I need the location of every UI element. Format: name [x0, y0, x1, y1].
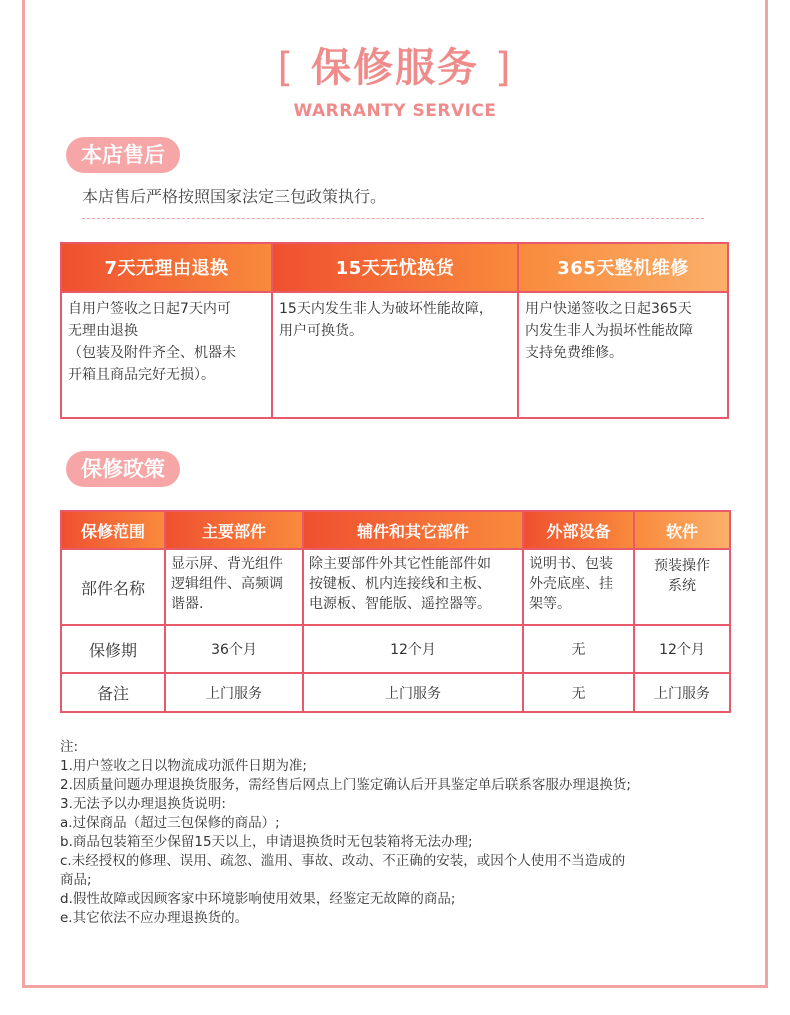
policy-label: 保修政策: [66, 451, 180, 487]
cell-line: 除主要部件外其它性能部件如: [309, 556, 491, 572]
row-label: 部件名称: [61, 549, 165, 625]
after-sales-label: 本店售后: [66, 137, 180, 173]
cell-line: 逻辑组件、高频调: [171, 576, 283, 592]
row-label: 备注: [61, 673, 165, 712]
external-parts-cell: [523, 549, 634, 625]
note-line: 注:: [60, 739, 79, 755]
title-text: 保修服务: [311, 45, 479, 91]
aux-parts-cell: [303, 549, 523, 625]
remark-cell: 无: [523, 673, 634, 712]
note-line: a.过保商品（超过三包保修的商品）;: [60, 815, 280, 831]
guarantee-line: 用户快递签收之日起365天: [525, 301, 692, 317]
remark-cell: 上门服务: [303, 673, 523, 712]
note-line: 2.因质量问题办理退换货服务，需经售后网点上门鉴定确认后开具鉴定单后联系客服办理退换货;: [60, 777, 631, 793]
guarantee-desc: [273, 293, 517, 347]
policy-table: [60, 510, 731, 713]
header-cell: 软件: [634, 511, 730, 549]
cell-line: 说明书、包装: [529, 556, 613, 572]
guarantee-line: 用户可换货。: [279, 323, 363, 339]
remark-row: [61, 673, 730, 712]
guarantee-line: 自用户签收之日起7天内可: [68, 301, 231, 317]
page-title: [0, 36, 790, 93]
guarantee-365-day: [519, 244, 727, 417]
title-bracket-right: ]: [494, 45, 513, 91]
guarantee-desc: [519, 293, 727, 369]
cell-line: 谐器.: [171, 596, 204, 612]
guarantee-title: 365天整机维修: [519, 244, 727, 293]
policy-header-row: [61, 511, 730, 549]
page-subtitle: WARRANTY SERVICE: [293, 101, 497, 121]
period-cell: 12个月: [634, 625, 730, 673]
guarantee-desc: [62, 293, 271, 391]
period-cell: 12个月: [303, 625, 523, 673]
cell-line: 外壳底座、挂: [529, 576, 613, 592]
after-sales-text: 本店售后严格按照国家法定三包政策执行。: [82, 187, 387, 206]
cell-line: 预装操作: [654, 558, 710, 574]
guarantee-line: 支持免费维修。: [525, 345, 623, 361]
guarantee-line: 15天内发生非人为破坏性能故障，: [279, 301, 493, 317]
row-label: 保修期: [61, 625, 165, 673]
guarantee-table: [60, 242, 729, 419]
guarantee-title: 15天无忧换货: [273, 244, 517, 293]
period-cell: 36个月: [165, 625, 303, 673]
guarantee-15-day: [273, 244, 519, 417]
note-line: 3.无法予以办理退换货说明:: [60, 796, 226, 812]
title-bracket-left: [: [277, 45, 296, 91]
note-line: b.商品包装箱至少保留15天以上，申请退换货时无包装箱将无法办理;: [60, 834, 473, 850]
guarantee-line: 无理由退换: [68, 323, 138, 339]
guarantee-line: 开箱且商品完好无损）。: [68, 367, 215, 383]
parts-row: [61, 549, 730, 625]
header-cell: 外部设备: [523, 511, 634, 549]
note-line: c.未经授权的修理、误用、疏忽、滥用、事故、改动、不正确的安装，或因个人使用不当造成的: [60, 853, 626, 869]
note-line: d.假性故障或因顾客家中环境影响使用效果，经鉴定无故障的商品;: [60, 891, 456, 907]
period-row: [61, 625, 730, 673]
guarantee-7-day: [62, 244, 273, 417]
dashed-divider: [82, 218, 704, 219]
header-cell: 保修范围: [61, 511, 165, 549]
remark-cell: 上门服务: [165, 673, 303, 712]
period-cell: 无: [523, 625, 634, 673]
cell-line: 系统: [668, 578, 696, 594]
cell-line: 按键板、机内连接线和主板、: [309, 576, 491, 592]
header-cell: 辅件和其它部件: [303, 511, 523, 549]
cell-line: 显示屏、背光组件: [171, 556, 283, 572]
note-line: 1.用户签收之日以物流成功派件日期为准;: [60, 758, 307, 774]
notes-section: [60, 738, 750, 928]
guarantee-line: 内发生非人为损坏性能故障: [525, 323, 693, 339]
note-line: e.其它依法不应办理退换货的。: [60, 910, 249, 926]
note-line: 商品;: [60, 872, 92, 888]
remark-cell: 上门服务: [634, 673, 730, 712]
software-parts-cell: [634, 549, 730, 625]
cell-line: 电源板、智能版、遥控器等。: [309, 596, 491, 612]
header-cell: 主要部件: [165, 511, 303, 549]
cell-line: 架等。: [529, 596, 571, 612]
guarantee-title: 7天无理由退换: [62, 244, 271, 293]
main-parts-cell: [165, 549, 303, 625]
guarantee-line: （包装及附件齐全、机器未: [68, 345, 236, 361]
